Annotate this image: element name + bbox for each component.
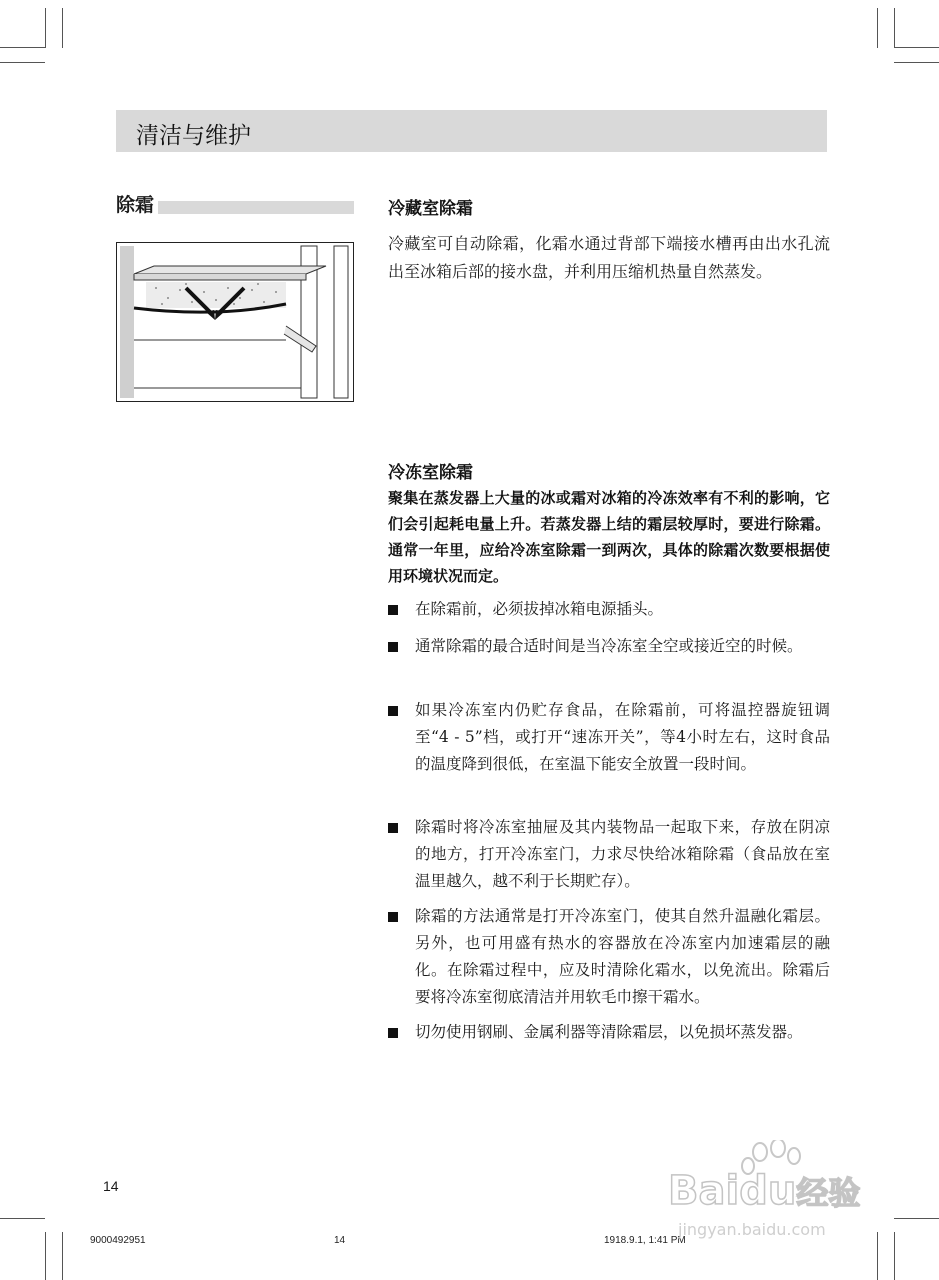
- crop-mark: [0, 47, 45, 48]
- footer-page-number: 14: [334, 1235, 346, 1246]
- bullet-square-icon: [388, 823, 398, 833]
- sidebar-section-title: 除霜: [116, 190, 158, 217]
- list-item-text: 除霜时将冷冻室抽屉及其内装物品一起取下来，存放在阴凉的地方，打开冷冻室门，力求尽快给冰箱除霜（食品放在室温里越久，越不利于长期贮存）。: [415, 818, 830, 890]
- list-item: [388, 903, 830, 1011]
- list-item-text: 除霜的方法通常是打开冷冻室门，使其自然升温融化霜层。另外，也可用盛有热水的容器放在冷冻室内加速霜层的融化。在除霜过程中，应及时清除化霜水，以免流出。除霜后要将冷冻室彻底清洁并用软毛巾擦干霜水。: [415, 907, 830, 1006]
- crop-mark: [0, 1218, 45, 1219]
- baidu-jingyan-watermark: [668, 1140, 898, 1240]
- bullet-square-icon: [388, 912, 398, 922]
- list-item: [388, 814, 830, 895]
- bullet-square-icon: [388, 1028, 398, 1038]
- list-item-text: 切勿使用钢刷、金属利器等清除霜层，以免损坏蒸发器。: [415, 1023, 803, 1041]
- crop-mark: [62, 8, 63, 48]
- crop-mark: [0, 62, 45, 63]
- doc-code: 9000492951: [90, 1235, 146, 1246]
- crop-mark: [894, 62, 939, 63]
- fridge-interior-drawing: [116, 242, 354, 402]
- sidebar-section-heading: [116, 190, 354, 214]
- list-item-text: 在除霜前，必须拔掉冰箱电源插头。: [415, 600, 664, 618]
- list-item: [388, 596, 830, 623]
- crop-mark: [877, 8, 878, 48]
- watermark-url: jingyan.baidu.com: [678, 1220, 826, 1239]
- bullet-square-icon: [388, 642, 398, 652]
- bullet-square-icon: [388, 605, 398, 615]
- chapter-title: 清洁与维护: [136, 123, 251, 149]
- watermark-brand-du: du: [739, 1168, 797, 1214]
- crop-mark: [894, 1218, 939, 1219]
- print-timestamp: 1918.9.1, 1:41 PM: [604, 1235, 686, 1246]
- list-item-text: 如果冷冻室内仍贮存食品，在除霜前，可将温控器旋钮调至“4 - 5”档，或打开“速冻开关”，等4小时左右，这时食品的温度降到很低，在室温下能安全放置一段时间。: [415, 701, 830, 773]
- crop-mark: [894, 8, 895, 48]
- list-item: [388, 1019, 830, 1046]
- list-item: [388, 697, 830, 778]
- list-item: [388, 633, 830, 660]
- page-number: 14: [103, 1178, 119, 1194]
- chapter-header: [116, 110, 827, 152]
- crop-mark: [45, 8, 46, 48]
- bullet-square-icon: [388, 706, 398, 716]
- crop-mark: [45, 1232, 46, 1280]
- crop-mark: [894, 47, 939, 48]
- list-item-text: 通常除霜的最合适时间是当冷冻室全空或接近空的时候。: [415, 637, 803, 655]
- crop-mark: [62, 1232, 63, 1280]
- watermark-cn: 经验: [796, 1174, 861, 1212]
- freezer-defrost-intro: 聚集在蒸发器上大量的冰或霜对冰箱的冷冻效率有不利的影响，它们会引起耗电量上升。若蒸发器上结的霜层较厚时，要进行除霜。通常一年里，应给冷冻室除霜一到两次，具体的除霜次数要根据使用环境状况而定。: [388, 489, 830, 585]
- fridge-defrost-paragraph: 冷藏室可自动除霜，化霜水通过背部下端接水槽再由出水孔流出至冰箱后部的接水盘，并利用压缩机热量自然蒸发。: [388, 234, 830, 281]
- watermark-brand: Bai: [668, 1168, 740, 1214]
- section-heading-freezer-defrost: 冷冻室除霜: [388, 463, 473, 483]
- defrost-illustration: [116, 242, 354, 402]
- section-heading-fridge-defrost: 冷藏室除霜: [388, 199, 473, 219]
